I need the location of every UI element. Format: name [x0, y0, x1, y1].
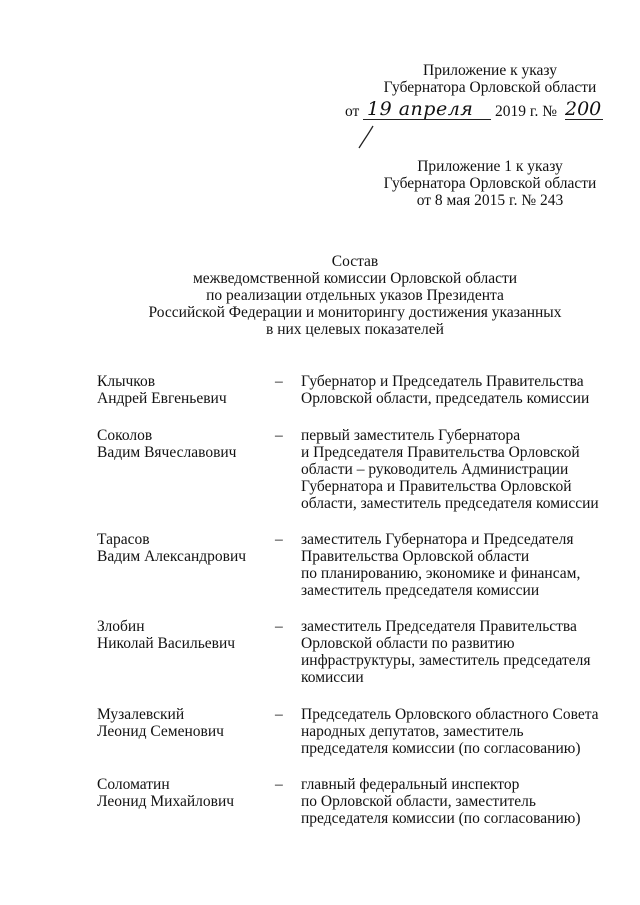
title-line: по реализации отдельных указов Президента	[206, 287, 504, 304]
member-role	[301, 373, 621, 407]
member-given-names: Вадим Александрович	[97, 548, 247, 565]
member-dash: –	[275, 373, 283, 390]
role-line: Губернатора и Правительства Орловской	[301, 478, 572, 495]
role-line: Правительства Орловской области	[301, 548, 530, 565]
member-role	[301, 706, 621, 757]
appendix1-header	[345, 158, 635, 209]
member-surname: Злобин	[97, 618, 145, 635]
title-line: в них целевых показателей	[266, 321, 444, 338]
member-name	[97, 531, 267, 565]
role-line: заместитель Председателя Правительства	[301, 618, 577, 635]
role-line: главный федеральный инспектор	[301, 776, 520, 793]
handwritten-number: 200	[565, 98, 602, 120]
member-name	[97, 427, 267, 461]
appendix-line: Приложение к указу	[423, 62, 557, 79]
member-dash: –	[275, 427, 283, 444]
member-surname: Клычков	[97, 373, 156, 390]
role-line: заместитель Губернатора и Председателя	[301, 531, 574, 548]
member-role	[301, 531, 621, 599]
role-line: председателя комиссии (по согласованию)	[301, 740, 581, 757]
title-line: Российской Федерации и мониторингу достижения указанных	[148, 304, 562, 321]
role-line: народных депутатов, заместитель	[301, 723, 524, 740]
role-line: комиссии	[301, 669, 364, 686]
handwritten-date: 19 апреля	[367, 98, 474, 120]
appendix-header	[345, 62, 635, 96]
member-name	[97, 706, 267, 740]
member-surname: Соломатин	[97, 776, 170, 793]
appendix1-line: от 8 мая 2015 г. № 243	[416, 192, 564, 209]
role-line: по Орловской области, заместитель	[301, 793, 536, 810]
title-line: Состав	[331, 253, 379, 270]
role-line: Председатель Орловского областного Совета	[301, 706, 599, 723]
member-name	[97, 776, 267, 810]
member-dash: –	[275, 618, 283, 635]
member-dash: –	[275, 531, 283, 548]
member-surname: Соколов	[97, 427, 153, 444]
member-name	[97, 618, 267, 652]
role-line: первый заместитель Губернатора	[301, 427, 521, 444]
document-title	[100, 253, 610, 338]
role-line: Орловской области, председатель комиссии	[301, 390, 590, 407]
member-given-names: Николай Васильевич	[97, 635, 236, 652]
member-role	[301, 618, 621, 686]
member-given-names: Андрей Евгеньевич	[97, 390, 227, 407]
role-line: области, заместитель председателя комиссии	[301, 495, 599, 512]
title-line: межведомственной комиссии Орловской области	[192, 270, 518, 287]
member-given-names: Леонид Михайлович	[97, 793, 235, 810]
role-line: Губернатор и Председатель Правительства	[301, 373, 584, 390]
role-line: Орловской области по развитию	[301, 635, 515, 652]
role-line: области – руководитель Администрации	[301, 461, 569, 478]
member-given-names: Леонид Семенович	[97, 723, 224, 740]
role-line: по планированию, экономике и финансам,	[301, 565, 581, 582]
member-dash: –	[275, 706, 283, 723]
decree-date-line	[345, 100, 635, 124]
role-line: инфраструктуры, заместитель председателя	[301, 652, 591, 669]
member-given-names: Вадим Вячеславович	[97, 444, 237, 461]
role-line: и Председателя Правительства Орловской	[301, 444, 580, 461]
member-dash: –	[275, 776, 283, 793]
date-year: 2019 г. №	[495, 103, 558, 120]
handwritten-stroke	[356, 124, 376, 150]
appendix-line: Губернатора Орловской области	[383, 79, 597, 96]
member-surname: Тарасов	[97, 531, 150, 548]
member-surname: Музалевский	[97, 706, 185, 723]
date-prefix: от	[345, 103, 360, 120]
appendix1-line: Губернатора Орловской области	[383, 175, 597, 192]
appendix1-line: Приложение 1 к указу	[417, 158, 563, 175]
role-line: председателя комиссии (по согласованию)	[301, 810, 581, 827]
member-role	[301, 427, 621, 512]
member-role	[301, 776, 621, 827]
member-name	[97, 373, 267, 407]
role-line: заместитель председателя комиссии	[301, 582, 540, 599]
